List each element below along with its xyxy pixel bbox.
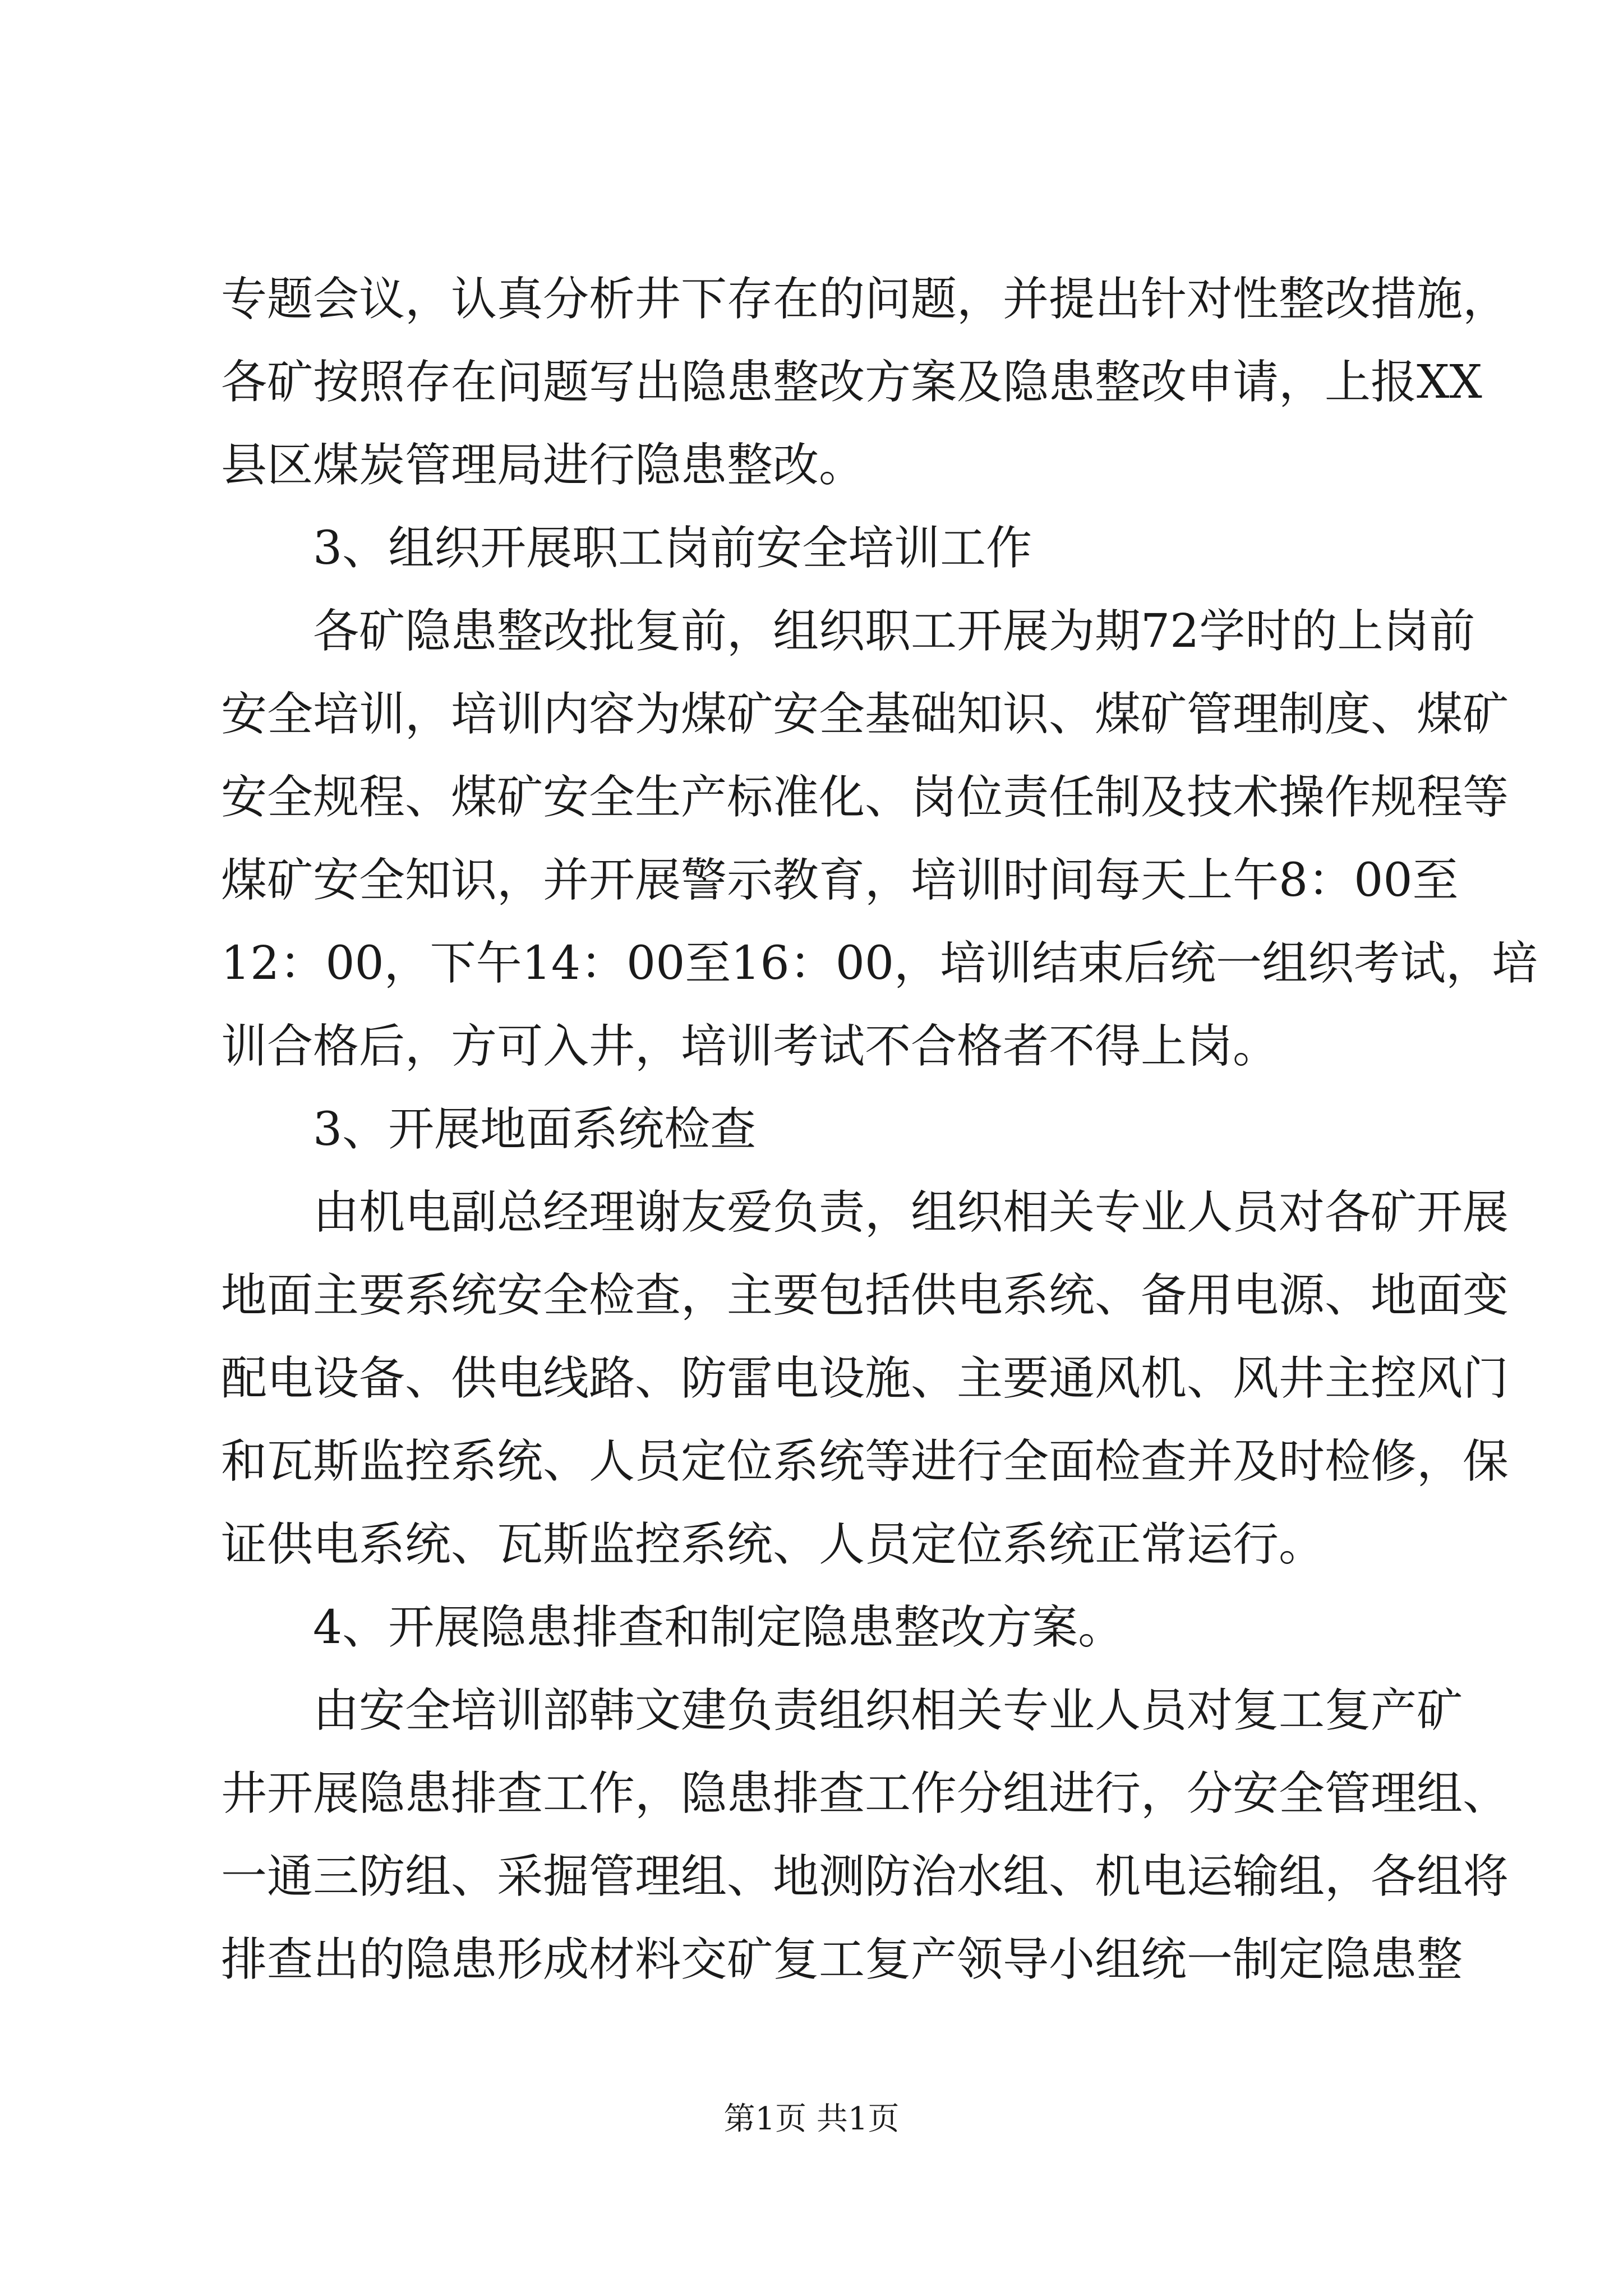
text-line: 县区煤炭管理局进行隐患整改。 (221, 439, 865, 492)
section-heading: 4、开展隐患排查和制定隐患整改方案。 (313, 1601, 1124, 1654)
text-line: 排查出的隐患形成材料交矿复工复产领导小组统一制定隐患整 (221, 1933, 1463, 1986)
text-line: 配电设备、供电线路、防雷电设施、主要通风机、风井主控风门 (221, 1352, 1509, 1405)
text-line: 证供电系统、瓦斯监控系统、人员定位系统正常运行。 (221, 1518, 1325, 1571)
text-line: 训合格后，方可入井，培训考试不合格者不得上岗。 (221, 1020, 1279, 1073)
text-line: 地面主要系统安全检查，主要包括供电系统、备用电源、地面变 (221, 1269, 1509, 1322)
page-footer: 第1页 共1页 (723, 2101, 900, 2137)
section-heading: 3、开展地面系统检查 (313, 1103, 757, 1156)
text-line: 煤矿安全知识，并开展警示教育，培训时间每天上午8：00至 (221, 854, 1459, 907)
text-line: 专题会议，认真分析井下存在的问题，并提出针对性整改措施， (221, 273, 1509, 326)
document-body (221, 258, 1538, 2001)
text-line: 和瓦斯监控系统、人员定位系统等进行全面检查并及时检修，保 (221, 1435, 1509, 1488)
text-line: 一通三防组、采掘管理组、地测防治水组、机电运输组，各组将 (221, 1850, 1509, 1903)
text-line: 井开展隐患排查工作，隐患排查工作分组进行，分安全管理组、 (221, 1767, 1509, 1820)
text-line: 各矿按照存在问题写出隐患整改方案及隐患整改申请，上报XX (221, 356, 1482, 409)
text-line: 12：00，下午14：00至16：00，培训结束后统一组织考试，培 (221, 937, 1538, 990)
text-line: 安全规程、煤矿安全生产标准化、岗位责任制及技术操作规程等 (221, 771, 1509, 824)
section-heading: 3、组织开展职工岗前安全培训工作 (313, 522, 1032, 575)
text-line: 由安全培训部韩文建负责组织相关专业人员对复工复产矿 (313, 1684, 1463, 1737)
text-line: 安全培训，培训内容为煤矿安全基础知识、煤矿管理制度、煤矿 (221, 688, 1509, 741)
text-line: 由机电副总经理谢友爱负责，组织相关专业人员对各矿开展 (313, 1186, 1509, 1239)
text-line: 各矿隐患整改批复前，组织职工开展为期72学时的上岗前 (313, 605, 1476, 658)
